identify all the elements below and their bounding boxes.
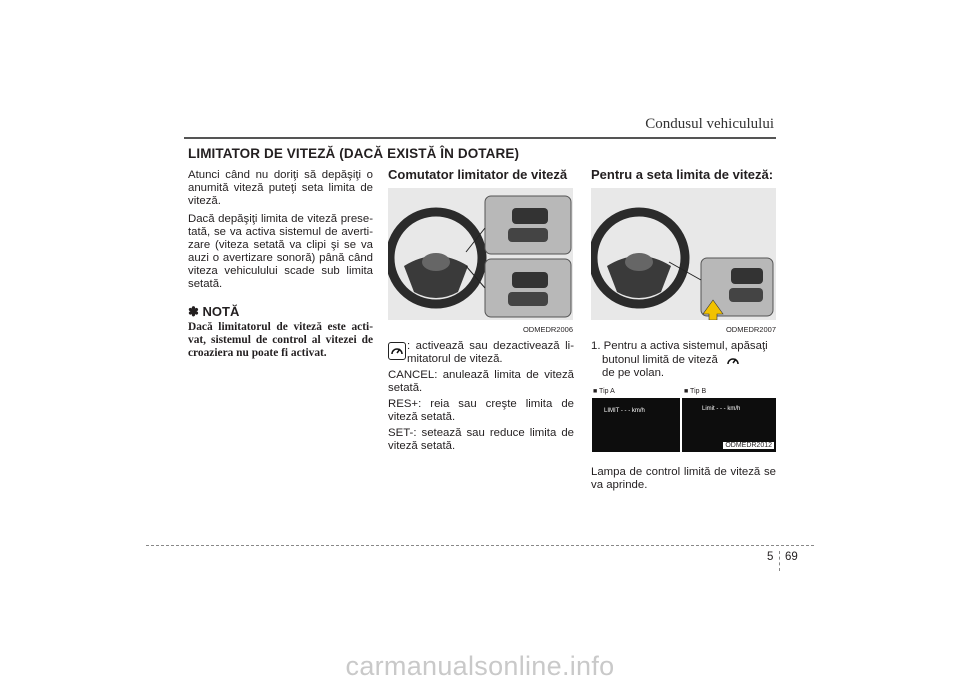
note-title: ✽ NOTĂ <box>188 304 240 319</box>
limit-readout: LIMIT - - - km/h <box>604 408 645 414</box>
definition-item: RES+: reia sau creşte limita de viteză setată. <box>388 398 574 423</box>
steering-wheel-press-figure <box>591 188 776 320</box>
page-number: 69 <box>785 551 798 563</box>
lamp-text: Lampa de control limită de viteză se va aprinde. <box>591 466 776 491</box>
definition-list <box>388 340 574 456</box>
figure-code: ODMEDR2012 <box>725 442 772 449</box>
figure-code: ODMEDR2006 <box>522 325 573 334</box>
step-1 <box>591 340 776 380</box>
steering-wheel-figure <box>388 188 573 320</box>
step-1-line-1: 1. Pentru a activa sistemul, apăsaţi <box>591 340 768 352</box>
definition-item: SET-: setează sau reduce limita de viteză setată. <box>388 427 575 452</box>
set-limit-heading: Pentru a seta limita de viteză: <box>591 167 774 182</box>
footer-rule <box>146 545 814 546</box>
speed-limiter-icon <box>388 342 406 360</box>
step-1-line-3: de pe volan. <box>602 367 665 380</box>
cluster-display-type-b <box>682 398 776 452</box>
paragraph: Atunci când nu doriţi să depăşiţi o anumită viteză puteţi seta limita de viteză. <box>188 169 373 207</box>
section-title: LIMITATOR DE VITEZĂ (DACĂ EXISTĂ ÎN DOTARE) <box>188 146 520 161</box>
chapter-number: 5 <box>767 551 774 563</box>
left-column <box>188 169 373 360</box>
limit-readout: Limit - - - km/h <box>702 406 741 412</box>
definition-item: CANCEL: anulează limita de viteză setată. <box>388 369 574 394</box>
type-b-label: ■ Tip B <box>684 388 707 395</box>
definition-item: : activează sau dezactivează li-mitatorul de viteză. <box>388 340 574 366</box>
switch-heading: Comutator limitator de viteză <box>388 167 568 182</box>
paragraph: Dacă depăşiţi limita de viteză prese-tată, se va activa sistemul de averti-zare (viteza setată va clipi şi se va auzi o avertizare sonoră) până când viteza vehiculului scade sub limita setată. <box>188 213 373 290</box>
figure-code: ODMEDR2007 <box>725 325 776 334</box>
chapter-title: Condusul vehiculului <box>645 116 774 132</box>
note-body: Dacă limitatorul de viteză este acti-vat, sistemul de control al vitezei de croaziera nu poate fi activat. <box>188 321 373 359</box>
steering-wheel-illustration <box>388 188 573 320</box>
page-separator <box>779 551 780 571</box>
watermark: carmanualsonline.info <box>345 651 615 681</box>
speed-limiter-icon <box>725 353 741 367</box>
cluster-display-type-a <box>592 398 680 452</box>
steering-wheel-press-illustration <box>591 188 776 320</box>
header-rule <box>184 137 776 139</box>
step-1-line-2: butonul limită de viteză <box>591 353 776 367</box>
type-a-label: ■ Tip A <box>593 388 615 395</box>
